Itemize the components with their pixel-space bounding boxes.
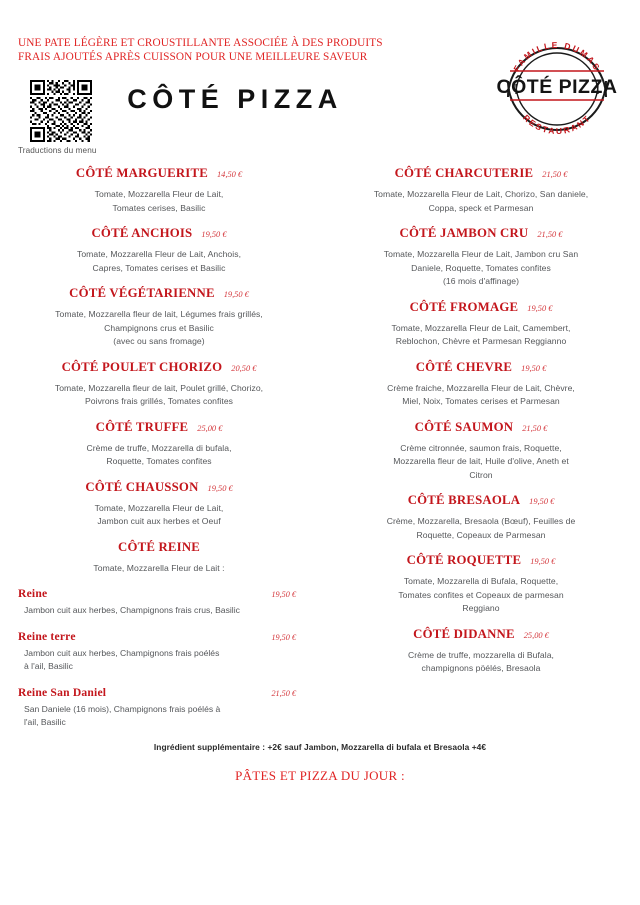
menu-item-description: [334, 322, 628, 349]
description-line: Reblochon, Chèvre et Parmesan Reggianno: [395, 336, 567, 346]
description-line: (avec ou sans fromage): [113, 336, 205, 346]
description-line: Tomate, Mozzarella Fleur de Lait :: [93, 562, 225, 573]
menu-item-header: [12, 226, 306, 241]
menu-item-header: [12, 286, 306, 301]
left-dish-list: [12, 166, 306, 529]
description-line: Reggiano: [462, 603, 500, 613]
qr-caption: Traductions du menu: [18, 146, 97, 155]
menu-item: [12, 360, 306, 409]
logo-bottom-text: RESTAURANT: [521, 112, 593, 137]
menu-item: [12, 540, 306, 576]
menu-item: [12, 420, 306, 469]
description-line: Roquette, Tomates confites: [106, 456, 212, 466]
menu-item: [12, 286, 306, 349]
tagline-text: UNE PATE LÉGÈRE ET CROUSTILLANTE ASSOCIÉE À DES PRODUITS FRAIS AJOUTÉS APRÈS CUISSON POUR UNE MEILLEURE SAVEUR: [18, 37, 383, 63]
description-line: Mozzarella fleur de lait, Huile d'olive, Aneth et: [393, 456, 569, 466]
menu-item-price: 19,50 €: [527, 303, 553, 313]
reine-section: [12, 540, 306, 730]
menu-item-price: 19,50 €: [530, 557, 556, 566]
description-line: Tomate, Mozzarella Fleur de Lait, Jambon cru San: [383, 249, 579, 259]
description-line: Tomate, Mozzarella di Bufala, Roquette,: [403, 576, 559, 586]
menu-item-description: [334, 442, 628, 483]
menu-item-name: CÔTÉ SAUMON: [414, 419, 514, 434]
menu-item-header: [334, 360, 628, 375]
menu-item-name: CÔTÉ CHEVRE: [415, 359, 513, 374]
menu-item-price: 19,50 €: [521, 363, 547, 373]
reine-variant-description: [12, 703, 306, 730]
description-line: Capres, Tomates cerises et Basilic: [92, 262, 226, 273]
description-line: Tomate, Mozzarella Fleur de Lait, Anchois,: [76, 249, 242, 259]
description-line: Tomate, Mozzarella Fleur de Lait,: [94, 502, 224, 513]
menu-item-description: [12, 188, 306, 215]
reine-variant-name: Reine: [18, 587, 48, 600]
menu-item-header: [334, 226, 628, 241]
menu-item: [334, 627, 628, 676]
menu-item: [334, 300, 628, 349]
description-line: Miel, Noix, Tomates cerises et Parmesan: [402, 396, 560, 406]
menu-item: [12, 166, 306, 215]
description-line: à l'ail, Basilic: [24, 661, 73, 671]
menu-item-price: 19,50 €: [207, 483, 233, 493]
reine-variant-header: [12, 630, 306, 643]
menu-item-price: 25,00 €: [523, 630, 549, 640]
description-line: Tomate, Mozzarella fleur de lait, Poulet grillé, Chorizo,: [54, 382, 264, 393]
reine-variant-header: [12, 587, 306, 600]
reine-variant-item: [12, 587, 306, 618]
description-line: Crème de truffe, Mozzarella di bufala,: [86, 442, 232, 453]
description-line: Citron: [469, 469, 493, 480]
reine-variant-item: [12, 630, 306, 674]
menu-item-description: [334, 575, 628, 616]
description-line: Tomate, Mozzarella fleur de lait, Légumes frais grillés,: [55, 309, 263, 319]
menu-item-description: [334, 188, 628, 215]
menu-item-name: CÔTÉ TRUFFE: [95, 419, 189, 434]
description-line: Tomate, Mozzarella Fleur de Lait,: [94, 189, 224, 199]
menu-item: [334, 420, 628, 483]
menu-item-price: 20,50 €: [231, 363, 257, 373]
menu-item-name: CÔTÉ ANCHOIS: [91, 226, 193, 240]
description-line: Tomate, Mozzarella Fleur de Lait, Camembert,: [391, 322, 571, 333]
description-line: Champignons crus et Basilic: [104, 322, 214, 333]
menu-item: [334, 553, 628, 616]
description-line: Tomates confites et Copeaux de parmesan: [398, 589, 564, 600]
description-line: (16 mois d'affinage): [442, 276, 520, 286]
restaurant-logo: [496, 28, 618, 150]
menu-columns: [0, 166, 640, 742]
menu-item-header: [12, 480, 306, 495]
menu-item-header: [12, 360, 306, 375]
description-line: Jambon cuit aux herbes, Champignons frais crus, Basilic: [24, 605, 240, 615]
menu-item-header: [12, 166, 306, 181]
menu-item-name: CÔTÉ FROMAGE: [409, 299, 519, 314]
menu-item-name: CÔTÉ BRESAOLA: [407, 493, 521, 507]
menu-item: [334, 493, 628, 542]
description-line: Jambon cuit aux herbes, Champignons frais poélés: [24, 647, 220, 658]
menu-item-header: [334, 553, 628, 568]
menu-item-price: 14,50 €: [216, 170, 243, 179]
menu-item-price: 19,50 €: [201, 230, 227, 239]
reine-variant-description: [12, 604, 306, 618]
menu-item-description: [334, 649, 628, 676]
description-line: Poivrons frais grillés, Tomates confites: [85, 396, 233, 406]
description-line: Jambon cuit aux herbes et Oeuf: [97, 516, 221, 526]
page-title: CÔTÉ PIZZA: [127, 84, 343, 114]
right-dish-list: [334, 166, 628, 676]
menu-item-description: [12, 562, 306, 576]
menu-item-description: [334, 248, 628, 289]
menu-item-price: 19,50 €: [529, 497, 555, 506]
logo-top-text: FAMILLE DUMAS: [511, 39, 603, 74]
description-line: Tomate, Mozzarella Fleur de Lait, Chorizo, San daniele,: [373, 189, 589, 199]
menu-item: [334, 226, 628, 289]
menu-item: [334, 360, 628, 409]
menu-item-price: 25,00 €: [197, 423, 223, 433]
menu-column-right: [320, 166, 640, 687]
menu-item-header: [334, 493, 628, 508]
reine-variant-price: 19,50 €: [271, 590, 296, 599]
reine-variant-name: Reine San Daniel: [18, 685, 107, 699]
description-line: San Daniele (16 mois), Champignons frais poélés à: [24, 703, 221, 714]
daily-special-title: PÂTES ET PIZZA DU JOUR :: [235, 768, 405, 783]
menu-item-price: 19,50 €: [223, 290, 249, 299]
description-line: Coppa, speck et Parmesan: [428, 202, 534, 213]
reine-variant-item: [12, 686, 306, 730]
description-line: l'ail, Basilic: [24, 717, 66, 727]
menu-item-description: [334, 515, 628, 542]
menu-item-header: [12, 420, 306, 435]
menu-item-name: CÔTÉ CHAUSSON: [85, 479, 199, 494]
reine-variant-description: [12, 647, 306, 674]
description-line: champignons pöélés, Bresaola: [421, 663, 541, 673]
reine-variant-name: Reine terre: [18, 629, 76, 643]
page-header: [0, 0, 640, 160]
reine-variant-price: 19,50 €: [271, 632, 296, 642]
menu-item-description: [12, 382, 306, 409]
description-line: Tomates cerises, Basilic: [112, 202, 206, 213]
menu-item-description: [334, 382, 628, 409]
supplement-note: Ingrédient supplémentaire : +2€ sauf Jambon, Mozzarella di bufala et Bresaola +4€: [153, 742, 487, 752]
menu-item-price: 21,50 €: [537, 230, 563, 239]
menu-item-price: 21,50 €: [522, 423, 548, 433]
menu-item-name: CÔTÉ DIDANNE: [413, 626, 515, 641]
menu-item: [12, 226, 306, 275]
description-line: Roquette, Copeaux de Parmesan: [416, 529, 546, 540]
description-line: Crème, Mozzarella, Bresaola (Bœuf), Feuilles de: [386, 516, 576, 526]
menu-item-name: CÔTÉ POULET CHORIZO: [61, 359, 223, 374]
menu-item-header: [334, 627, 628, 642]
menu-item-name: CÔTÉ ROQUETTE: [406, 553, 522, 567]
description-line: Daniele, Roquette, Tomates confites: [411, 262, 551, 273]
menu-item-header: [334, 300, 628, 315]
menu-item-price: 21,50 €: [542, 170, 568, 179]
menu-item-description: [12, 308, 306, 349]
description-line: Crème citronnée, saumon frais, Roquette,: [400, 442, 562, 453]
menu-item-name: CÔTÉ VÉGÉTARIENNE: [69, 286, 215, 300]
menu-item: [12, 480, 306, 529]
menu-item-name: CÔTÉ MARGUERITE: [75, 166, 208, 180]
menu-item-description: [12, 248, 306, 275]
menu-item-description: [12, 502, 306, 529]
menu-item-header: [334, 166, 628, 181]
menu-item-description: [12, 442, 306, 469]
reine-variant-price: 21,50 €: [271, 688, 296, 698]
reine-variant-header: [12, 686, 306, 699]
logo-center-text: CÔTÉ PIZZA: [496, 76, 618, 98]
menu-item-header: [12, 540, 306, 555]
menu-item-header: [334, 420, 628, 435]
menu-item-name: CÔTÉ REINE: [118, 539, 200, 554]
menu-item: [334, 166, 628, 215]
menu-item-name: CÔTÉ JAMBON CRU: [399, 226, 529, 240]
menu-column-left: [0, 166, 320, 742]
menu-item-name: CÔTÉ CHARCUTERIE: [394, 166, 534, 180]
reine-variant-list: [12, 587, 306, 730]
description-line: Crème fraiche, Mozzarella Fleur de Lait, Chèvre,: [387, 382, 575, 393]
description-line: Crème de truffe, mozzarella di Bufala,: [408, 649, 554, 660]
